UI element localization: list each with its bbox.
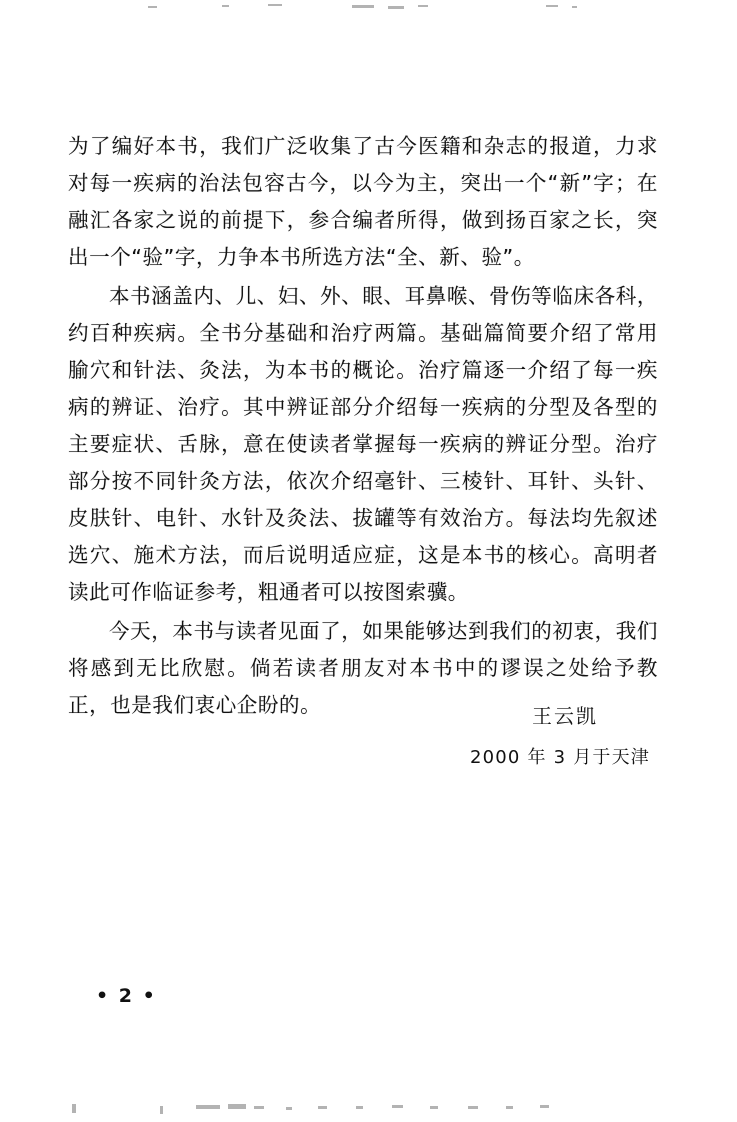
signature-name: 王云凯 [532, 704, 598, 728]
letter-body [68, 128, 658, 726]
signature-block [68, 700, 658, 769]
scan-artifacts-top [0, 0, 737, 16]
paragraph-3: 今天，本书与读者见面了，如果能够达到我们的初衷，我们将感到无比欣慰。倘若读者朋友对本书中的谬误之处给予教正，也是我们衷心企盼的。 [68, 619, 658, 717]
paragraph-2: 本书涵盖内、儿、妇、外、眼、耳鼻喉、骨伤等临床各科，约百种疾病。全书分基础和治疗两篇。基础篇简要介绍了常用腧穴和针法、灸法，为本书的概论。治疗篇逐一介绍了每一疾病的辨证、治疗。其中辨证部分介绍每一疾病的分型及各型的主要症状、舌脉，意在使读者掌握每一疾病的辨证分型。治疗部分按不同针灸方法，依次介绍毫针、三棱针、耳针、头针、皮肤针、电针、水针及灸法、拔罐等有效治方。每法均先叙述选穴、施术方法，而后说明适应症，这是本书的核心。高明者读此可作临证参考，粗通者可以按图索骥。 [68, 284, 658, 604]
scan-artifacts-bottom [0, 1100, 737, 1116]
page-number: • 2 • [96, 985, 157, 1007]
paragraph-1: 为了编好本书，我们广泛收集了古今医籍和杂志的报道，力求对每一疾病的治法包容古今，以今为主，突出一个“新”字；在融汇各家之说的前提下，参合编者所得，做到扬百家之长，突出一个“验”字，力争本书所选方法“全、新、验”。 [68, 134, 658, 269]
signature-date: 2000 年 3 月于天津 [469, 747, 650, 768]
